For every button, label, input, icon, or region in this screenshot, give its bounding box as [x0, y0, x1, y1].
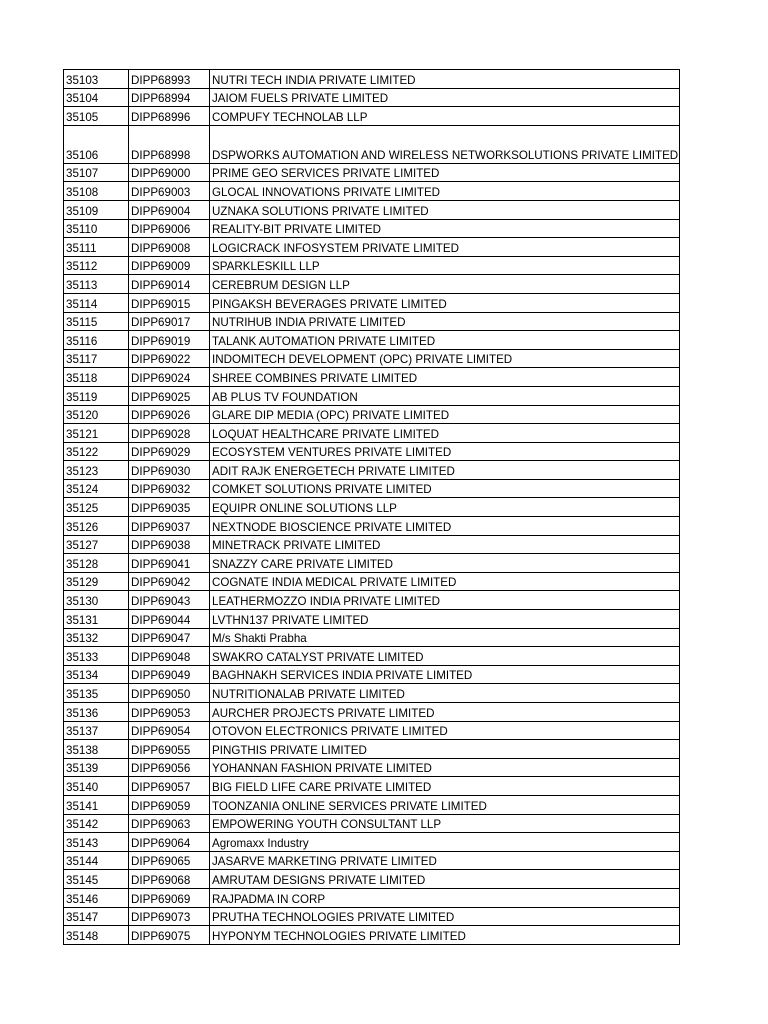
dipp-number-cell: DIPP69015: [129, 293, 210, 312]
table-row: [64, 833, 680, 852]
table-row: [64, 647, 680, 666]
dipp-number-cell: DIPP69014: [129, 275, 210, 294]
serial-number-cell: 35113: [64, 275, 129, 294]
company-name-cell: JASARVE MARKETING PRIVATE LIMITED: [210, 851, 680, 870]
company-name-cell: PRIME GEO SERVICES PRIVATE LIMITED: [210, 163, 680, 182]
dipp-number-cell: DIPP69055: [129, 740, 210, 759]
dipp-number-cell: DIPP69037: [129, 517, 210, 536]
serial-number-cell: 35119: [64, 386, 129, 405]
company-name-cell: NUTRIHUB INDIA PRIVATE LIMITED: [210, 312, 680, 331]
table-row: [64, 312, 680, 331]
serial-number-cell: 35125: [64, 498, 129, 517]
serial-number-cell: 35122: [64, 442, 129, 461]
dipp-number-cell: DIPP69050: [129, 684, 210, 703]
company-name-cell: NUTRI TECH INDIA PRIVATE LIMITED: [210, 70, 680, 89]
serial-number-cell: 35145: [64, 870, 129, 889]
dipp-number-cell: DIPP69000: [129, 163, 210, 182]
serial-number-cell: 35134: [64, 665, 129, 684]
dipp-number-cell: DIPP69054: [129, 721, 210, 740]
company-name-cell: LEATHERMOZZO INDIA PRIVATE LIMITED: [210, 591, 680, 610]
table-row: [64, 740, 680, 759]
table-row: [64, 125, 680, 163]
company-name-cell: YOHANNAN FASHION PRIVATE LIMITED: [210, 758, 680, 777]
company-name-cell: GLARE DIP MEDIA (OPC) PRIVATE LIMITED: [210, 405, 680, 424]
table-row: [64, 814, 680, 833]
serial-number-cell: 35116: [64, 331, 129, 350]
company-name-cell: M/s Shakti Prabha: [210, 628, 680, 647]
dipp-number-cell: DIPP69073: [129, 907, 210, 926]
dipp-number-cell: DIPP69057: [129, 777, 210, 796]
table-row: [64, 795, 680, 814]
table-body: [64, 70, 680, 945]
table-row: [64, 572, 680, 591]
company-name-cell: PRUTHA TECHNOLOGIES PRIVATE LIMITED: [210, 907, 680, 926]
table-row: [64, 386, 680, 405]
dipp-number-cell: DIPP69022: [129, 349, 210, 368]
dipp-number-cell: DIPP69029: [129, 442, 210, 461]
table-row: [64, 461, 680, 480]
dipp-number-cell: DIPP69035: [129, 498, 210, 517]
company-name-cell: PINGTHIS PRIVATE LIMITED: [210, 740, 680, 759]
startup-table: [63, 69, 680, 945]
company-name-cell: INDOMITECH DEVELOPMENT (OPC) PRIVATE LIMITED: [210, 349, 680, 368]
dipp-number-cell: DIPP69028: [129, 424, 210, 443]
company-name-cell: SPARKLESKILL LLP: [210, 256, 680, 275]
company-name-cell: AMRUTAM DESIGNS PRIVATE LIMITED: [210, 870, 680, 889]
dipp-number-cell: DIPP69009: [129, 256, 210, 275]
dipp-number-cell: DIPP69042: [129, 572, 210, 591]
table-row: [64, 591, 680, 610]
company-name-cell: GLOCAL INNOVATIONS PRIVATE LIMITED: [210, 182, 680, 201]
dipp-number-cell: DIPP69044: [129, 610, 210, 629]
dipp-number-cell: DIPP69032: [129, 479, 210, 498]
serial-number-cell: 35133: [64, 647, 129, 666]
company-name-cell: CEREBRUM DESIGN LLP: [210, 275, 680, 294]
company-name-cell: SHREE COMBINES PRIVATE LIMITED: [210, 368, 680, 387]
company-name-cell: AB PLUS TV FOUNDATION: [210, 386, 680, 405]
company-name-cell: OTOVON ELECTRONICS PRIVATE LIMITED: [210, 721, 680, 740]
table-row: [64, 758, 680, 777]
table-row: [64, 331, 680, 350]
dipp-number-cell: DIPP69038: [129, 535, 210, 554]
serial-number-cell: 35135: [64, 684, 129, 703]
serial-number-cell: 35140: [64, 777, 129, 796]
table-row: [64, 70, 680, 89]
company-name-cell: TALANK AUTOMATION PRIVATE LIMITED: [210, 331, 680, 350]
company-name-cell: EMPOWERING YOUTH CONSULTANT LLP: [210, 814, 680, 833]
serial-number-cell: 35108: [64, 182, 129, 201]
table-row: [64, 926, 680, 945]
serial-number-cell: 35107: [64, 163, 129, 182]
table-row: [64, 275, 680, 294]
serial-number-cell: 35142: [64, 814, 129, 833]
table-row: [64, 610, 680, 629]
serial-number-cell: 35128: [64, 554, 129, 573]
dipp-number-cell: DIPP69063: [129, 814, 210, 833]
company-name-cell: ECOSYSTEM VENTURES PRIVATE LIMITED: [210, 442, 680, 461]
dipp-number-cell: DIPP69069: [129, 888, 210, 907]
dipp-number-cell: DIPP69026: [129, 405, 210, 424]
company-name-cell: REALITY-BIT PRIVATE LIMITED: [210, 219, 680, 238]
serial-number-cell: 35136: [64, 703, 129, 722]
table-row: [64, 182, 680, 201]
dipp-number-cell: DIPP69068: [129, 870, 210, 889]
serial-number-cell: 35105: [64, 107, 129, 126]
table-row: [64, 907, 680, 926]
serial-number-cell: 35137: [64, 721, 129, 740]
company-name-cell: EQUIPR ONLINE SOLUTIONS LLP: [210, 498, 680, 517]
company-name-cell: NUTRITIONALAB PRIVATE LIMITED: [210, 684, 680, 703]
serial-number-cell: 35131: [64, 610, 129, 629]
serial-number-cell: 35139: [64, 758, 129, 777]
company-name-cell: BIG FIELD LIFE CARE PRIVATE LIMITED: [210, 777, 680, 796]
company-name-cell: JAIOM FUELS PRIVATE LIMITED: [210, 88, 680, 107]
serial-number-cell: 35132: [64, 628, 129, 647]
serial-number-cell: 35115: [64, 312, 129, 331]
dipp-number-cell: DIPP69025: [129, 386, 210, 405]
dipp-number-cell: DIPP69049: [129, 665, 210, 684]
serial-number-cell: 35114: [64, 293, 129, 312]
serial-number-cell: 35129: [64, 572, 129, 591]
dipp-number-cell: DIPP69004: [129, 200, 210, 219]
dipp-number-cell: DIPP69043: [129, 591, 210, 610]
dipp-number-cell: DIPP69056: [129, 758, 210, 777]
table-row: [64, 163, 680, 182]
table-row: [64, 517, 680, 536]
serial-number-cell: 35146: [64, 888, 129, 907]
serial-number-cell: 35124: [64, 479, 129, 498]
dipp-number-cell: DIPP69064: [129, 833, 210, 852]
table-row: [64, 703, 680, 722]
company-name-cell: COGNATE INDIA MEDICAL PRIVATE LIMITED: [210, 572, 680, 591]
serial-number-cell: 35120: [64, 405, 129, 424]
table-row: [64, 200, 680, 219]
table-row: [64, 851, 680, 870]
serial-number-cell: 35112: [64, 256, 129, 275]
table-row: [64, 888, 680, 907]
dipp-number-cell: DIPP69065: [129, 851, 210, 870]
table-row: [64, 554, 680, 573]
company-name-cell: SWAKRO CATALYST PRIVATE LIMITED: [210, 647, 680, 666]
table-row: [64, 107, 680, 126]
table-row: [64, 256, 680, 275]
table-row: [64, 535, 680, 554]
table-row: [64, 219, 680, 238]
table-row: [64, 442, 680, 461]
dipp-number-cell: DIPP69041: [129, 554, 210, 573]
serial-number-cell: 35104: [64, 88, 129, 107]
serial-number-cell: 35123: [64, 461, 129, 480]
serial-number-cell: 35110: [64, 219, 129, 238]
table-row: [64, 349, 680, 368]
dipp-number-cell: DIPP69008: [129, 238, 210, 257]
company-name-cell: UZNAKA SOLUTIONS PRIVATE LIMITED: [210, 200, 680, 219]
dipp-number-cell: DIPP69024: [129, 368, 210, 387]
table-row: [64, 405, 680, 424]
table-row: [64, 870, 680, 889]
company-name-cell: BAGHNAKH SERVICES INDIA PRIVATE LIMITED: [210, 665, 680, 684]
table-row: [64, 238, 680, 257]
serial-number-cell: 35109: [64, 200, 129, 219]
serial-number-cell: 35141: [64, 795, 129, 814]
dipp-number-cell: DIPP68998: [129, 125, 210, 163]
dipp-number-cell: DIPP68994: [129, 88, 210, 107]
dipp-number-cell: DIPP68996: [129, 107, 210, 126]
company-name-cell: RAJPADMA IN CORP: [210, 888, 680, 907]
table-row: [64, 498, 680, 517]
serial-number-cell: 35147: [64, 907, 129, 926]
serial-number-cell: 35130: [64, 591, 129, 610]
company-name-cell: TOONZANIA ONLINE SERVICES PRIVATE LIMITED: [210, 795, 680, 814]
table-row: [64, 721, 680, 740]
table-row: [64, 777, 680, 796]
company-name-cell: Agromaxx Industry: [210, 833, 680, 852]
dipp-number-cell: DIPP69006: [129, 219, 210, 238]
table-row: [64, 665, 680, 684]
serial-number-cell: 35103: [64, 70, 129, 89]
table-row: [64, 684, 680, 703]
dipp-number-cell: DIPP69047: [129, 628, 210, 647]
company-name-cell: COMKET SOLUTIONS PRIVATE LIMITED: [210, 479, 680, 498]
serial-number-cell: 35148: [64, 926, 129, 945]
company-name-cell: LOGICRACK INFOSYSTEM PRIVATE LIMITED: [210, 238, 680, 257]
company-name-cell: COMPUFY TECHNOLAB LLP: [210, 107, 680, 126]
serial-number-cell: 35111: [64, 238, 129, 257]
table-row: [64, 293, 680, 312]
dipp-number-cell: DIPP69059: [129, 795, 210, 814]
company-name-cell: NEXTNODE BIOSCIENCE PRIVATE LIMITED: [210, 517, 680, 536]
table-row: [64, 368, 680, 387]
serial-number-cell: 35106: [64, 125, 129, 163]
dipp-number-cell: DIPP69019: [129, 331, 210, 350]
dipp-number-cell: DIPP69053: [129, 703, 210, 722]
dipp-number-cell: DIPP69030: [129, 461, 210, 480]
company-name-cell: DSPWORKS AUTOMATION AND WIRELESS NETWORKSOLUTIONS PRIVATE LIMITED: [210, 125, 680, 163]
dipp-number-cell: DIPP69017: [129, 312, 210, 331]
serial-number-cell: 35121: [64, 424, 129, 443]
serial-number-cell: 35144: [64, 851, 129, 870]
dipp-number-cell: DIPP68993: [129, 70, 210, 89]
serial-number-cell: 35138: [64, 740, 129, 759]
company-name-cell: LOQUAT HEALTHCARE PRIVATE LIMITED: [210, 424, 680, 443]
company-name-cell: SNAZZY CARE PRIVATE LIMITED: [210, 554, 680, 573]
company-name-cell: LVTHN137 PRIVATE LIMITED: [210, 610, 680, 629]
serial-number-cell: 35127: [64, 535, 129, 554]
company-name-cell: AURCHER PROJECTS PRIVATE LIMITED: [210, 703, 680, 722]
serial-number-cell: 35143: [64, 833, 129, 852]
company-name-cell: MINETRACK PRIVATE LIMITED: [210, 535, 680, 554]
table-row: [64, 628, 680, 647]
company-name-cell: ADIT RAJK ENERGETECH PRIVATE LIMITED: [210, 461, 680, 480]
table-row: [64, 88, 680, 107]
dipp-number-cell: DIPP69075: [129, 926, 210, 945]
serial-number-cell: 35126: [64, 517, 129, 536]
table-row: [64, 424, 680, 443]
dipp-number-cell: DIPP69048: [129, 647, 210, 666]
company-name-cell: HYPONYM TECHNOLOGIES PRIVATE LIMITED: [210, 926, 680, 945]
company-name-cell: PINGAKSH BEVERAGES PRIVATE LIMITED: [210, 293, 680, 312]
serial-number-cell: 35117: [64, 349, 129, 368]
dipp-number-cell: DIPP69003: [129, 182, 210, 201]
table-row: [64, 479, 680, 498]
serial-number-cell: 35118: [64, 368, 129, 387]
